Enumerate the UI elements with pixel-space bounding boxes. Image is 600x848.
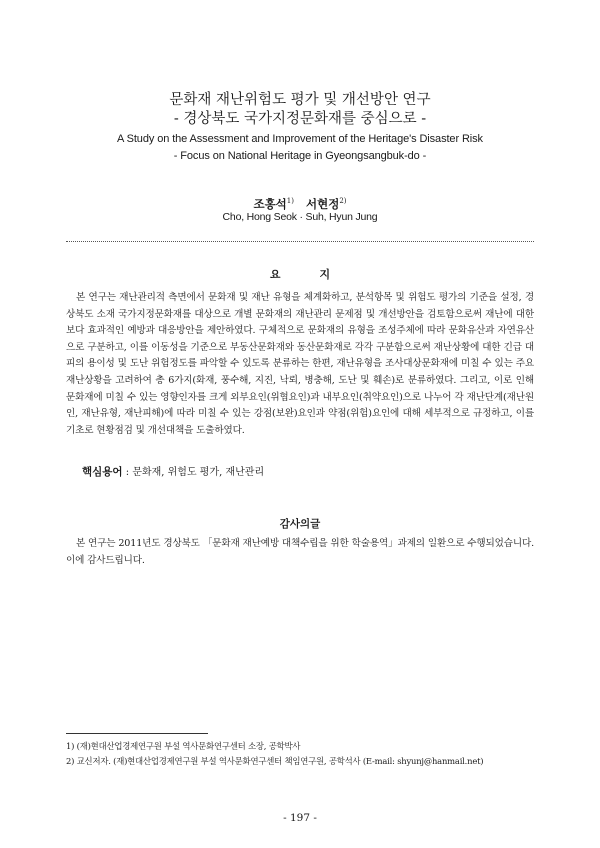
author-1-name: 조홍석 bbox=[253, 197, 287, 211]
keywords bbox=[82, 463, 264, 479]
footnote-rule bbox=[66, 733, 208, 734]
paper-title-korean: 문화재 재난위험도 평가 및 개선방안 연구 bbox=[169, 92, 431, 108]
keywords-value: 문화재, 위험도 평가, 재난관리 bbox=[132, 467, 265, 478]
author-2-footnote-mark: 2) bbox=[339, 197, 347, 206]
authors-english: Cho, Hong Seok · Suh, Hyun Jung bbox=[222, 211, 378, 223]
keywords-label: 핵심용어 bbox=[82, 466, 123, 478]
author-1-footnote-mark: 1) bbox=[286, 197, 294, 206]
page-number: - 197 - bbox=[283, 812, 317, 824]
header-divider bbox=[66, 241, 534, 242]
footnote-1: 1) (재)현대산업경제연구원 부설 역사문화연구센터 소장, 공학박사 bbox=[66, 741, 301, 751]
paper-title-english: A Study on the Assessment and Improvement of the Heritage's Disaster Risk bbox=[117, 133, 483, 145]
paper-subtitle-korean: - 경상북도 국가지정문화재를 중심으로 - bbox=[173, 111, 427, 127]
author-2-name: 서현정 bbox=[306, 197, 340, 211]
acknowledgement-body: 본 연구는 2011년도 경상북도 「문화재 재난예방 대책수립을 위한 학술용역」과제의 일환으로 수행되었습니다. 이에 감사드립니다. bbox=[66, 538, 534, 566]
keywords-separator: : bbox=[122, 467, 133, 478]
abstract-body: 본 연구는 재난관리적 측면에서 문화재 및 재난 유형을 체계화하고, 분석항목 및 위험도 평가의 기준을 설정, 경상북도 소재 국가지정문화재를 대상으로 개별 문화재의 재난관리 문제점 및 개선방안을 검토함으로써 재난에 대한 보다 효과적인 예방과 대응방안을 제안하였다. 구체적으로 문화재의 유형을 조성주체에 따라 문화유산과 자연유산으로 구분하고, 이를 이동성을 기준으로 부동산문화재와 동산문화재로 각각 구분함으로써 재난상황에 대한 긴급 대피의 용이성 및 도난 위험정도를 파악할 수 있도록 분류하는 한편, 재난유형을 조사대상문화재에 미칠 수 있는 주요 재난상황을 고려하여 총 6가지(화재, 풍수해, 지진, 낙뢰, 병충해, 도난 및 훼손)로 분류하였다. 그리고, 이로 인해 문화재에 미칠 수 있는 영향인자를 크게 외부요인(위협요인)과 내부요인(취약요인)으로 나누어 각 재난단계(재난원인, 재난유형, 재난피해)에 따라 미칠 수 있는 강점(보완)요인과 약점(위험)요인에 대해 세부적으로 규정하고, 이를 기초로 현황점검 및 개선대책을 도출하였다. bbox=[66, 292, 534, 436]
paper-subtitle-english: - Focus on National Heritage in Gyeongsangbuk-do - bbox=[173, 150, 427, 162]
footnote-2: 2) 교신저자. (재)현대산업경제연구원 부설 역사문화연구센터 책임연구원, 공학석사 (E-mail: shyunj@hanmail.net) bbox=[66, 756, 484, 766]
acknowledgement-heading: 감사의글 bbox=[279, 518, 321, 530]
authors-korean bbox=[0, 196, 600, 212]
abstract-heading: 요 지 bbox=[269, 269, 349, 281]
